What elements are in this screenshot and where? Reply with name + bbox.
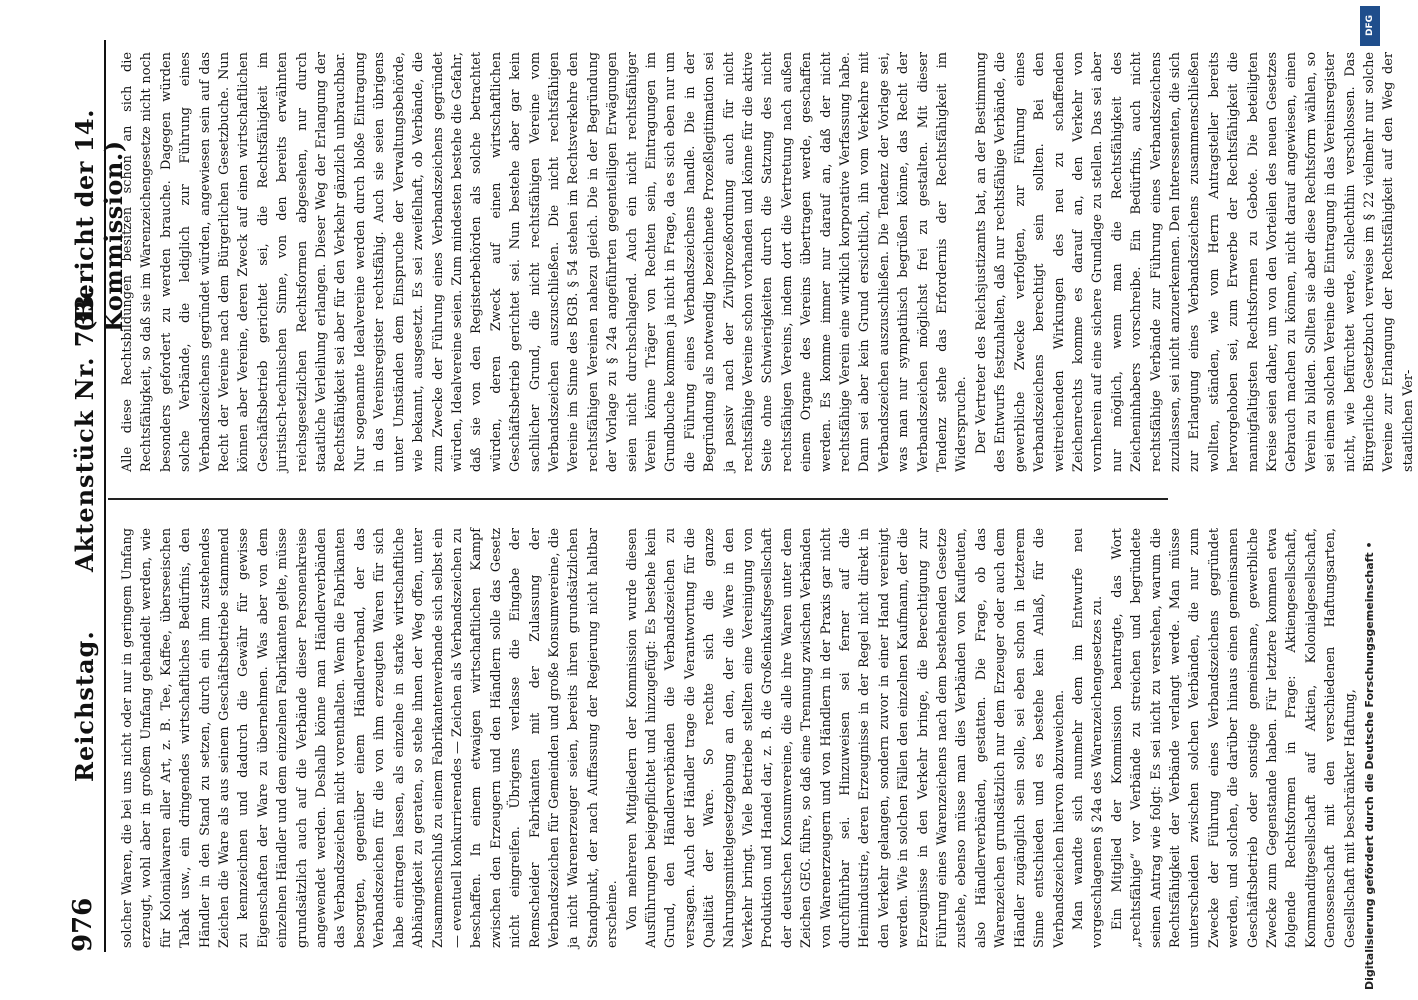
paragraph: Von mehreren Mitgliedern der Kommission wurde diesen Ausführungen beigepflichtet und hinzugefügt: Es bestehe kein Grund, den Händlerverbänden die Verbandszeichen zu versagen. Auch der Händler trage die Verantwortung für die Qualität der Ware. So rechte sich die ganze Nahrungsmittelgesetzgebung an den, der die Ware in den Verkehr bringt. Viele Betriebe stellten eine Vereinigung von Produktion und Handel dar, z. B. die Großeinkaufsgesellschaft der deutschen Konsumvereine, die alle ihre Waren unter dem Zeichen GEG. führe, so daß eine Trennung zwischen Verbänden von Warenerzeugern und von Händlern in der Praxis gar nicht durchführbar sei. Hinzuweisen sei ferner auf die Heimindustrie, deren Erzeugnisse in der Regel nicht direkt in den Verkehr gelangen, sondern zuvor in einer Hand vereinigt werden. Wie in solchen Fällen den einzelnen Kaufmann, der die Erzeugnisse in den Verkehr bringe, die Berechtigung zur Führung eines Warenzeichens nach dem bestehenden Gesetze zustehe, ebenso müsse man dies Verbänden von Kaufleuten, also Händlerverbänden, gestatten. Die Frage, ob das Warenzeichen grundsätzlich nur dem Erzeuger oder auch dem Händler zugänglich sein solle, sei eben schon in letzterem Sinne entschieden und es bestehe kein Anlaß, für die Verbandszeichen hiervon abzuweichen. bbox=[624, 528, 1067, 948]
dfg-logo-text: DFG bbox=[1365, 15, 1375, 37]
dfg-logo bbox=[1360, 6, 1380, 46]
running-title: Reichstag. bbox=[70, 630, 99, 782]
page-header bbox=[62, 40, 128, 952]
document-number: Aktenstück Nr. 733. bbox=[70, 284, 99, 572]
paragraph: solcher Waren, die bei uns nicht oder nur in geringem Umfang erzeugt, wohl aber in großem Umfang gehandelt werden, wie für Kolonialwaren aller Art, z. B. Tee, Kaffee, überseeischen Tabak usw., ein dringendes wirtschaftliches Bedürfnis, den Händler in den Stand zu setzen, durch ein ihm zustehendes Zeichen die Ware als aus seinem Geschäftsbetriebe stammend zu kennzeichnen und dadurch die Gewähr für gewisse Eigenschaften der Ware zu übernehmen. Was aber von dem einzelnen Händler und dem einzelnen Fabrikanten gelte, müsse grundsätzlich auch auf die Verbände dieser Personenkreise angewendet werden. Deshalb könne man Händlerverbänden das Verbandszeichen nicht vorenthalten. Wenn die Fabrikanten besorgten, gegenüber einem Händlerverband, der das Verbandszeichen für die von ihm erzeugten Waren für sich habe eintragen lassen, als einzelne in starke wirtschaftliche Abhängigkeit zu geraten, so stehe ihnen der Weg offen, unter Zusammenschluß zu einem Fabrikantenverbande sich selbst ein — eventuell konkurrierendes — Zeichen als Verbandszeichen zu beschaffen. In einem etwaigen wirtschaftlichen Kampf zwischen den Erzeugern und den Händlern solle das Gesetz nicht eingreifen. Übrigens verlasse die Eingabe der Remscheider Fabrikanten mit der Zulassung der Verbandszeichen für Gemeinden und große Konsumvereine, die ja nicht Warenerzeuger seien, bereits ihren grundsätzlichen Standpunkt, der nach Auffassung der Regierung nicht haltbar erscheine. bbox=[120, 527, 621, 948]
paragraph: Man wandte sich nunmehr dem im Entwurfe neu vorgeschlagenen § 24a des Warenzeichengesetzes zu. bbox=[1070, 528, 1106, 948]
page-number: 976 bbox=[68, 897, 98, 952]
paragraph: Der Vertreter des Reichsjustizamts bat, an der Bestimmung des Entwurfs festzuhalten, daß nur rechtsfähige Verbände, die gewerbliche Zwecke verfolgten, zur Führung eines Verbandszeichens berechtigt sein sollten. Bei den weitreichenden Wirkungen des neu zu schaffenden Zeichenrechts komme es darauf an, den Verkehr von vornherein auf eine sichere Grundlage zu stellen. Das sei aber nur möglich, wenn man die Rechtsfähigkeit des Zeicheninhabers vorschreibe. Ein Bedürfnis, auch nicht rechtsfähige Verbände zur Führung eines Verbandszeichens zuzulassen, sei nicht anzuerkennen. Den Interessenten, die sich zur Erlangung eines Verbandszeichens zusammenschließen wollten, ständen, wie vom Herrn Antragsteller bereits hervorgehoben sei, zum Erwerbe der Rechtsfähigkeit die mannigfaltigsten Rechtsformen zu Gebote. Die beteiligten Kreise seien daher, um von den Vorteilen des neuen Gesetzes Gebrauch machen zu können, nicht darauf angewiesen, einen Verein zu bilden. Sollten sie aber diese Rechtsform wählen, so sei einem solchen Vereine die Eintragung in das Vereinsregister nicht, wie befürchtet werde, schlechthin verschlossen. Das Bürgerliche Gesetzbuch verweise im § 22 vielmehr nur solche Vereine zur Erlangung der Rechtsfähigkeit auf den Weg der staatlichen Ver- bbox=[973, 52, 1416, 472]
column-divider bbox=[108, 498, 1168, 500]
paragraph: Alle diese Rechtsbildungen besitzen schon an sich die Rechtsfähigkeit, so daß sie im Warenzeichengesetze nicht noch besonders gefordert zu werden brauche. Dagegen würden solche Verbände, die lediglich zur Führung eines Verbandszeichens gegründet würden, angewiesen sein auf das Recht der Vereine nach dem Bürgerlichen Gesetzbuche. Nun können aber Vereine, deren Zweck auf einen wirtschaftlichen Geschäftsbetrieb gerichtet sei, die Rechtsfähigkeit im juristisch-technischen Sinne, von den bereits erwähnten reichsgesetzlichen Rechtsformen abgesehen, nur durch staatliche Verleihung erlangen. Dieser Weg der Erlangung der Rechtsfähigkeit sei aber für den Verkehr gänzlich unbrauchbar. Nur sogenannte Idealvereine werden durch bloße Eintragung in das Vereinsregister rechtsfähig. Auch sie seien übrigens unter Umständen dem Einspruche der Verwaltungsbehörde, wie bekannt, ausgesetzt. Es sei zweifelhaft, ob Verbände, die zum Zwecke der Führung eines Verbandszeichens gegründet würden, Idealvereine seien. Zum mindesten bestehe die Gefahr, daß sie von den Registerbehörden als solche betrachtet würden, deren Zweck auf einen wirtschaftlichen Geschäftsbetrieb gerichtet sei. Nun bestehe aber gar kein sachlicher Grund, die nicht rechtsfähigen Vereine vom Verbandszeichen auszuschließen. Die nicht rechtsfähigen Vereine im Sinne des BGB. § 54 stehen im Rechtsverkehre den rechtsfähigen Vereinen nahezu gleich. Die in der Begründung der Vorlage zu § 24a angeführten gegenteiligen Erwägungen seien nicht durchschlagend. Auch ein nicht rechtsfähiger Verein könne Träger von Rechten sein, Eintragungen im Grundbuche kommen ja nicht in Frage, da es sich eben nur um die Führung eines Verbandszeichens handle. Die in der Begründung als notwendig bezeichnete Prozeßlegitimation sei ja passiv nach der Zivilprozeßordnung auch für nicht rechtsfähige Vereine schon vorhanden und könne für die aktive Seite ohne Schwierigkeiten durch die Satzung des nicht rechtsfähigen Vereins, indem dort die Vertretung nach außen einem Organe des Vereins übertragen werde, geschaffen werden. Es komme immer nur darauf an, daß der nicht rechtsfähige Verein eine wirklich korporative Verfassung habe. Dann sei aber kein Grund ersichtlich, ihn vom Verkehre mit Verbandszeichen auszuschließen. Die Tendenz der Vorlage sei, was man nur sympathisch begrüßen könne, das Recht der Verbandszeichen möglichst frei zu gestalten. Mit dieser Tendenz stehe das Erfordernis der Rechtsfähigkeit im Widerspruche. bbox=[120, 52, 970, 472]
paragraph: Ein Mitglied der Kommission beantragte, das Wort „rechtsfähige“ vor Verbände zu streichen und begründete seinen Antrag wie folgt: Es sei nicht zu verstehen, warum die Rechtsfähigkeit der Verbände verlangt werde. Man müsse unterscheiden zwischen solchen Verbänden, die nur zum Zwecke der Führung eines Verbandszeichens gegründet werden, und solchen, die darüber hinaus einen gemeinsamen Geschäftsbetrieb oder sonstige gemeinsame, gewerbliche Zwecke zum Gegenstande haben. Für letztere kommen etwa folgende Rechtsformen in Frage: Aktiengesellschaft, Kommanditgesellschaft auf Aktien, Kolonialgesellschaft, Genossenschaft mit den verschiedenen Haftungsarten, Gesellschaft mit beschränkter Haftung, bbox=[1109, 528, 1358, 948]
right-column bbox=[118, 52, 1416, 472]
left-column bbox=[118, 527, 1358, 948]
report-title: (Bericht der 14. Kommission.) bbox=[70, 109, 128, 332]
digitization-credit: Digitalisierung gefördert durch die Deutsche Forschungsgemeinschaft • bbox=[1363, 541, 1376, 990]
